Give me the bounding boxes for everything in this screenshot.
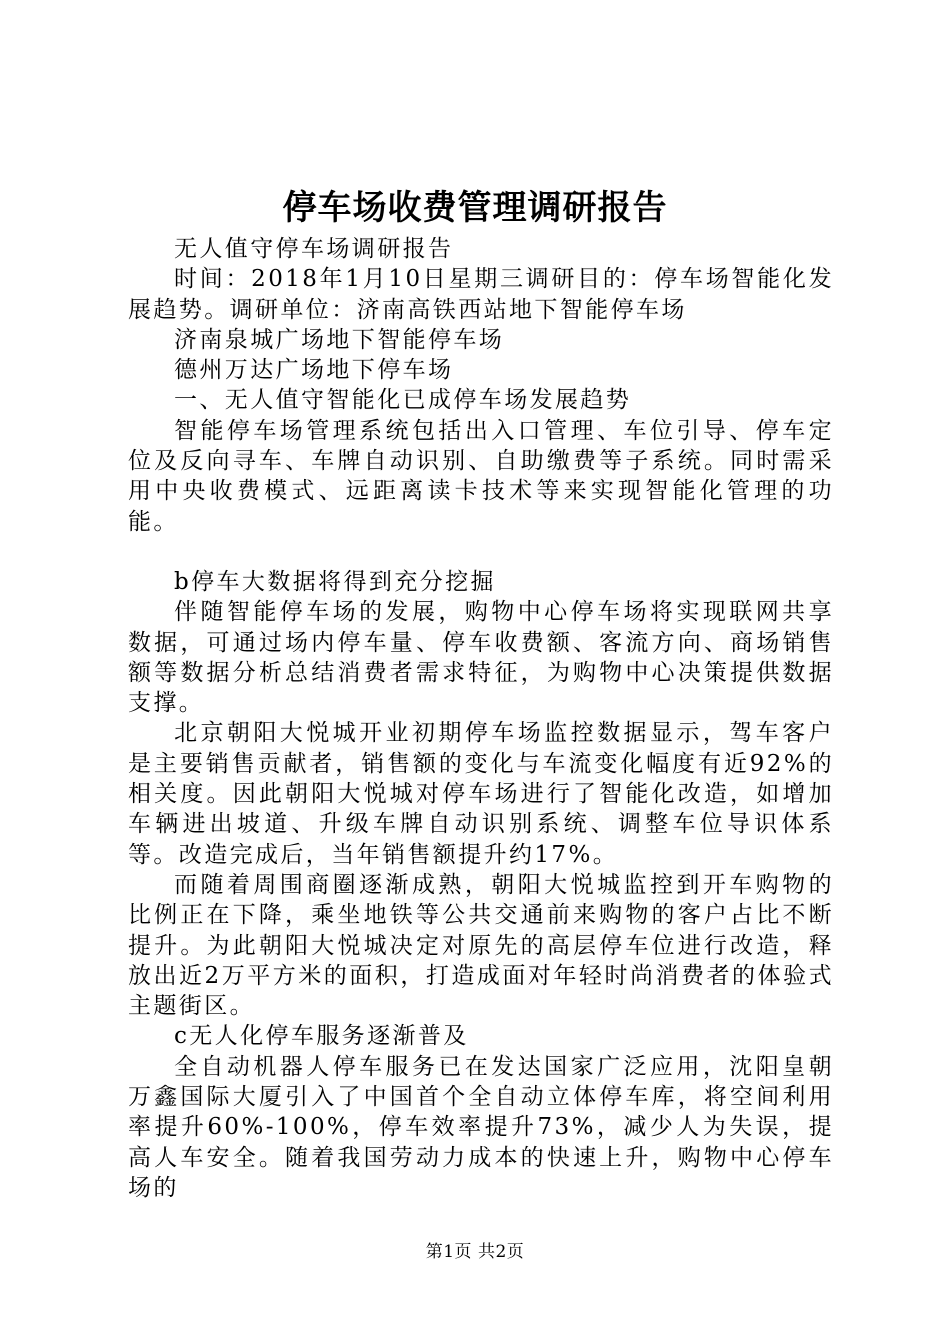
- section-heading-c: c无人化停车服务逐渐普及: [174, 1023, 469, 1050]
- section-heading-1: 一、无人值守智能化已成停车场发展趋势: [174, 387, 632, 414]
- section-heading-b: b停车大数据将得到充分挖掘: [174, 568, 496, 595]
- paragraph-beijing-case: 北京朝阳大悦城开业初期停车场监控数据显示，驾车客户是主要销售贡献者，销售额的变化与车流变化幅度有近92%的相关度。因此朝阳大悦城对停车场进行了智能化改造，如增加车辆进出坡道、升级车牌自动识别系统、调整车位导识体系等。改造完成后，当年销售额提升约17%。: [128, 720, 834, 868]
- paragraph-beijing-followup: 而随着周围商圈逐渐成熟，朝阳大悦城监控到开车购物的比例正在下降，乘坐地铁等公共交通前来购物的客户占比不断提升。为此朝阳大悦城决定对原先的高层停车位进行改造，释放出近2万平方米的面积，打造成面对年轻时尚消费者的体验式主题街区。: [128, 871, 834, 1020]
- document-body: [128, 234, 834, 1203]
- paragraph-system-overview: 智能停车场管理系统包括出入口管理、车位引导、停车定位及反向寻车、车牌自动识别、自助缴费等子系统。同时需采用中央收费模式、远距离读卡技术等来实现智能化管理的功能。: [128, 417, 834, 535]
- paragraph-location-3: 德州万达广场地下停车场: [174, 357, 454, 384]
- paragraph-automation: 全自动机器人停车服务已在发达国家广泛应用，沈阳皇朝万鑫国际大厦引入了中国首个全自动立体停车库，将空间利用率提升60%-100%，停车效率提升73%，减少人为失误，提高人车安全。随着我国劳动力成本的快速上升，购物中心停车场的: [128, 1053, 834, 1201]
- paragraph-time-purpose: 时间：2018年1月10日星期三调研目的：停车场智能化发展趋势。调研单位：济南高铁西站地下智能停车场: [128, 266, 834, 323]
- document-title: 停车场收费管理调研报告: [282, 188, 668, 228]
- paragraph-big-data: 伴随智能停车场的发展，购物中心停车场将实现联网共享数据，可通过场内停车量、停车收费额、客流方向、商场销售额等数据分析总结消费者需求特征，为购物中心决策提供数据支撑。: [128, 599, 834, 717]
- paragraph-location-2: 济南泉城广场地下智能停车场: [174, 326, 505, 353]
- paragraph-subtitle: 无人值守停车场调研报告: [174, 236, 454, 262]
- page-footer: 第1页 共2页: [425, 1242, 525, 1262]
